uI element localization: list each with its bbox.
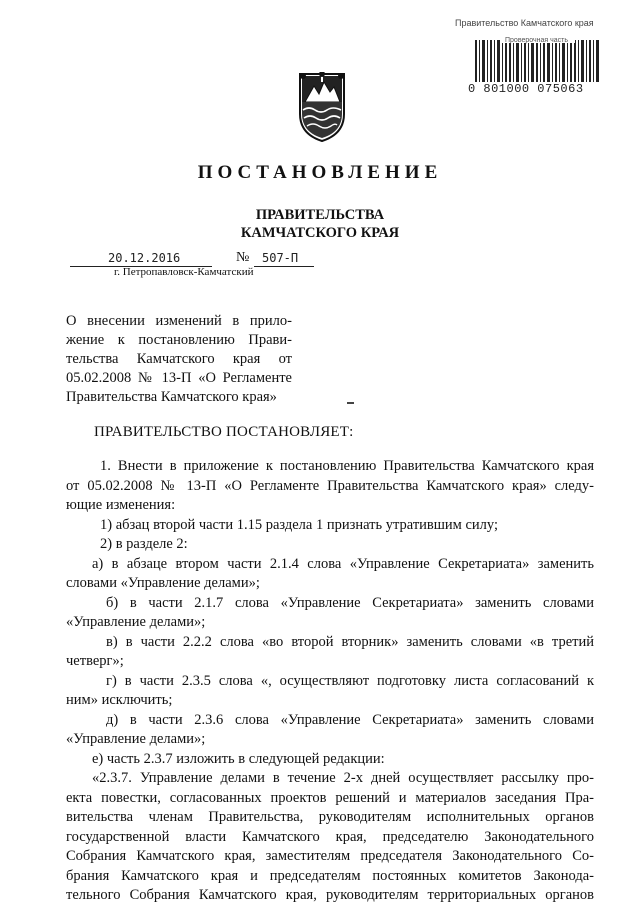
body-line: ющие изменения: xyxy=(66,497,176,513)
body-line: 1. Внести в приложение к постановлению Правительства Камчатского края xyxy=(100,458,594,474)
subject-line: жение к постановлению Прави- xyxy=(66,332,292,348)
authority-line-1: ПРАВИТЕЛЬСТВА xyxy=(255,207,385,223)
city: г. Петропавловск-Камчатский xyxy=(114,266,254,278)
stray-mark xyxy=(347,402,354,404)
authority-line-2: КАМЧАТСКОГО КРАЯ xyxy=(240,225,400,241)
document-body xyxy=(66,457,594,906)
body-line: б) в части 2.1.7 слова «Управление Секретариата» заменить словами xyxy=(106,594,594,611)
body-line: Собрания Камчатского края, заместителям председателя Законодательного Со- xyxy=(66,848,594,864)
resolution-heading: ПРАВИТЕЛЬСТВО ПОСТАНОВЛЯЕТ: xyxy=(94,424,354,440)
body-line: вительства членам Правительства, руководителям исполнительных органов xyxy=(66,809,594,825)
document-number: 507-П xyxy=(262,251,299,265)
body-line: государственной власти Камчатского края, председателю Законодательного xyxy=(66,828,594,845)
barcode-number: 0 801000 075063 xyxy=(468,82,584,96)
stamp-subtitle: Проверочная часть xyxy=(505,37,569,44)
body-line: д) в части 2.3.6 слова «Управление Секретариата» заменить словами xyxy=(106,711,594,728)
body-line: ним» исключить; xyxy=(66,692,173,708)
subject-line: Правительства Камчатского края» xyxy=(66,389,277,405)
body-line: 2) в разделе 2: xyxy=(100,536,188,552)
body-line: 1) абзац второй части 1.15 раздела 1 признать утратившим силу; xyxy=(100,516,499,533)
issuing-authority xyxy=(0,206,640,242)
document-title: ПОСТАНОВЛЕНИЕ xyxy=(197,162,443,183)
document-subject xyxy=(66,312,292,407)
document-date: 20.12.2016 xyxy=(108,251,181,265)
body-line: «Управление делами»; xyxy=(66,731,206,747)
body-line: «2.3.7. Управление делами в течение 2-х дней осуществляет рассылку про- xyxy=(92,770,594,786)
stamp-organization: Правительство Камчатского края xyxy=(455,18,594,28)
body-line: е) часть 2.3.7 изложить в следующей редакции: xyxy=(92,750,385,767)
number-underline xyxy=(254,266,314,267)
body-line: г) в части 2.3.5 слова «, осуществляют подготовку листа согласований к xyxy=(106,672,594,689)
body-line: четверг»; xyxy=(66,653,124,669)
coat-of-arms-icon xyxy=(297,72,347,142)
subject-line: О внесении изменений в прило- xyxy=(66,313,292,329)
body-line: тельного Собрания Камчатского края, руководителям территориальных органов xyxy=(66,887,594,903)
number-sign: № xyxy=(236,250,250,265)
body-line: словами «Управление делами»; xyxy=(66,575,260,591)
body-line: а) в абзаце втором части 2.1.4 слова «Управление Секретариата» заменить xyxy=(92,555,594,572)
body-line: «Управление делами»; xyxy=(66,614,206,630)
body-line: от 05.02.2008 № 13-П «О Регламенте Правительства Камчатского края» следу- xyxy=(66,477,594,494)
subject-line: 05.02.2008 № 13-П «О Регламенте xyxy=(66,370,292,386)
subject-line: тельства Камчатского края от xyxy=(66,351,292,367)
body-line: в) в части 2.2.2 слова «во второй вторник» заменить словами «в третий xyxy=(106,633,594,650)
body-line: брания Камчатского края и председателям постоянных комитетов Законода- xyxy=(66,867,594,884)
body-line: екта повестки, согласованных проектов решений и материалов заседания Пра- xyxy=(66,789,594,806)
